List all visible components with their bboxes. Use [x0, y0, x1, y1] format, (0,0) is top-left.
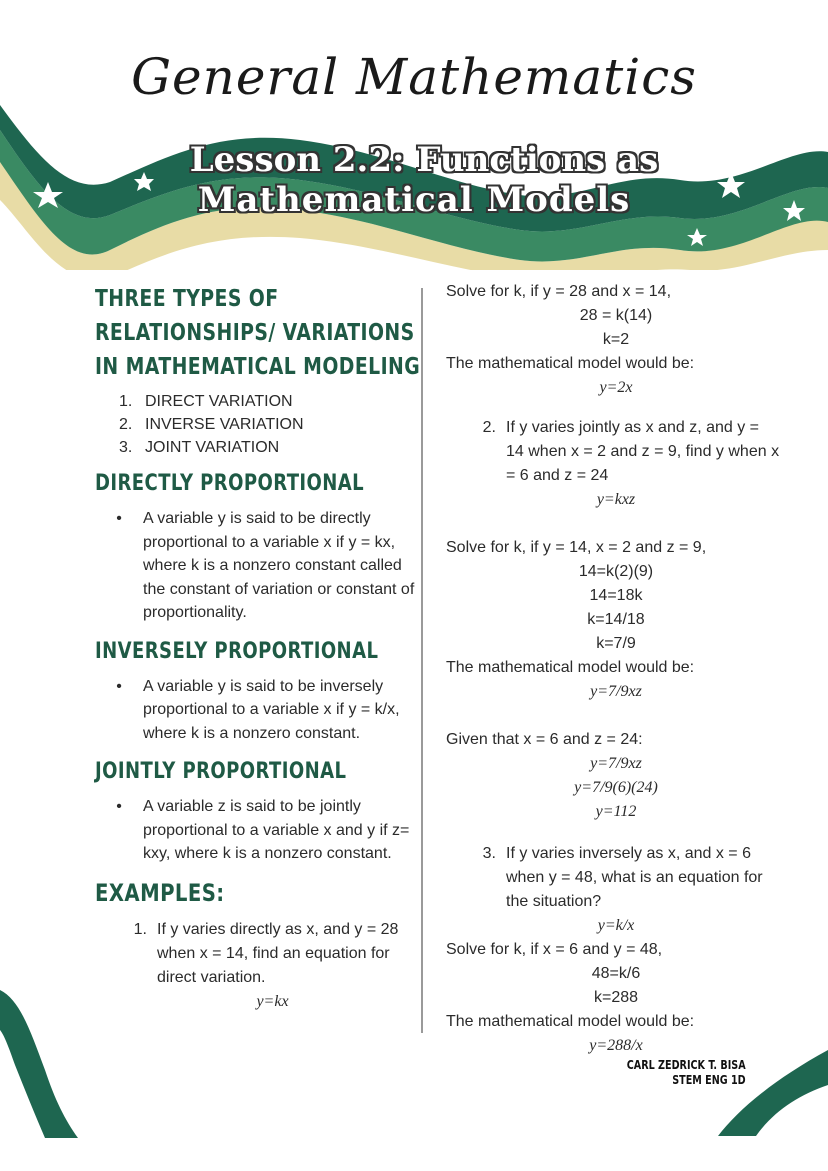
lesson-title: [0, 140, 828, 220]
example-1: [95, 918, 420, 990]
calc-step: 14=k(2)(9): [578, 563, 654, 580]
examples-heading: EXAMPLES:: [95, 878, 225, 907]
left-column: [95, 282, 420, 1014]
joint-heading: JOINTLY PROPORTIONAL: [95, 759, 347, 784]
calc-step: 48=k/6: [591, 965, 641, 982]
ex1-model: y=2x: [599, 379, 633, 396]
ex2-solve: Solve for k, if y = 14, x = 2 and z = 9,: [446, 539, 707, 556]
main-heading-line: THREE TYPES OF: [95, 286, 279, 312]
example-number: 2.: [482, 419, 496, 436]
ex3-model-label: The mathematical model would be:: [446, 1013, 695, 1030]
subject-title: General Mathematics: [131, 48, 697, 106]
calc-step: 14=18k: [589, 587, 643, 604]
example-text: If y varies jointly as x and z, and y = 14 when x = 2 and z = 9, find y when x = 6 and z = 24: [506, 419, 780, 484]
list-item: 3. JOINT VARIATION: [119, 439, 280, 456]
ex2-model: y=7/9xz: [590, 683, 642, 700]
formula: y=k/x: [597, 917, 635, 934]
author-name: CARL ZEDRICK T. BISA: [627, 1058, 746, 1072]
bullet-icon: •: [116, 677, 122, 695]
main-heading-line: RELATIONSHIPS/ VARIATIONS: [95, 320, 415, 346]
direct-heading: DIRECTLY PROPORTIONAL: [95, 471, 365, 496]
example-number: 3.: [482, 845, 496, 862]
calc-step: k=7/9: [596, 635, 636, 652]
lesson-title-line2: Mathematical Models: [197, 180, 631, 220]
list-item: 1. DIRECT VARIATION: [119, 393, 293, 410]
column-divider: [421, 288, 423, 1033]
right-column: [446, 280, 786, 1058]
main-heading-line: IN MATHEMATICAL MODELING: [95, 354, 421, 380]
formula: y=kxz: [596, 491, 636, 508]
bullet-icon: •: [116, 798, 122, 815]
example-2: [446, 416, 786, 488]
variation-types-list: [95, 390, 420, 459]
calc-step: k=14/18: [587, 611, 645, 628]
example-text: If y varies inversely as x, and x = 6 when y = 48, what is an equation for the situation?: [506, 845, 763, 910]
ex1-model-label: The mathematical model would be:: [446, 355, 695, 372]
ex2-model-label: The mathematical model would be:: [446, 659, 695, 676]
example-text: If y varies directly as x, and y = 28 when x = 14, find an equation for direct variation.: [157, 920, 399, 986]
calc-step: y=112: [595, 803, 637, 820]
right-corner-swoosh: [718, 1050, 828, 1140]
left-corner-swoosh: [0, 990, 80, 1140]
author-section: STEM ENG 1D: [672, 1073, 746, 1087]
inverse-heading: INVERSELY PROPORTIONAL: [95, 638, 379, 664]
ex1-solve: Solve for k, if y = 28 and x = 14,: [446, 283, 672, 300]
calc-step: y=7/9xz: [590, 755, 642, 772]
calc-step: y=7/9(6)(24): [574, 779, 658, 796]
ex3-model: y=288/x: [589, 1037, 643, 1054]
formula: y=kx: [256, 992, 289, 1010]
calc-step: 28 = k(14): [579, 307, 653, 324]
definition-text: A variable y is said to be directly proportional to a variable x if y = kx, where k is a nonzero constant called the constant of variation or constant of proportionality.: [143, 510, 415, 621]
list-item: 2. INVERSE VARIATION: [119, 416, 304, 433]
main-heading: [95, 282, 420, 384]
calc-step: k=288: [593, 989, 639, 1006]
example-number: 1.: [133, 920, 147, 938]
lesson-title-line1: Lesson 2.2: Functions as: [189, 140, 659, 180]
inverse-definition: [95, 675, 420, 746]
direct-definition: [95, 507, 420, 625]
ex3-solve: Solve for k, if x = 6 and y = 48,: [446, 941, 663, 958]
definition-text: A variable z is said to be jointly proportional to a variable x and y if z= kxy, where k is a nonzero constant.: [143, 798, 410, 862]
ex2-given: Given that x = 6 and z = 24:: [446, 731, 643, 748]
example-3: [446, 842, 786, 914]
calc-step: k=2: [602, 331, 630, 348]
bullet-icon: •: [116, 510, 122, 527]
definition-text: A variable y is said to be inversely proportional to a variable x if y = k/x, where k is a nonzero constant.: [143, 677, 400, 742]
joint-definition: [95, 795, 420, 866]
